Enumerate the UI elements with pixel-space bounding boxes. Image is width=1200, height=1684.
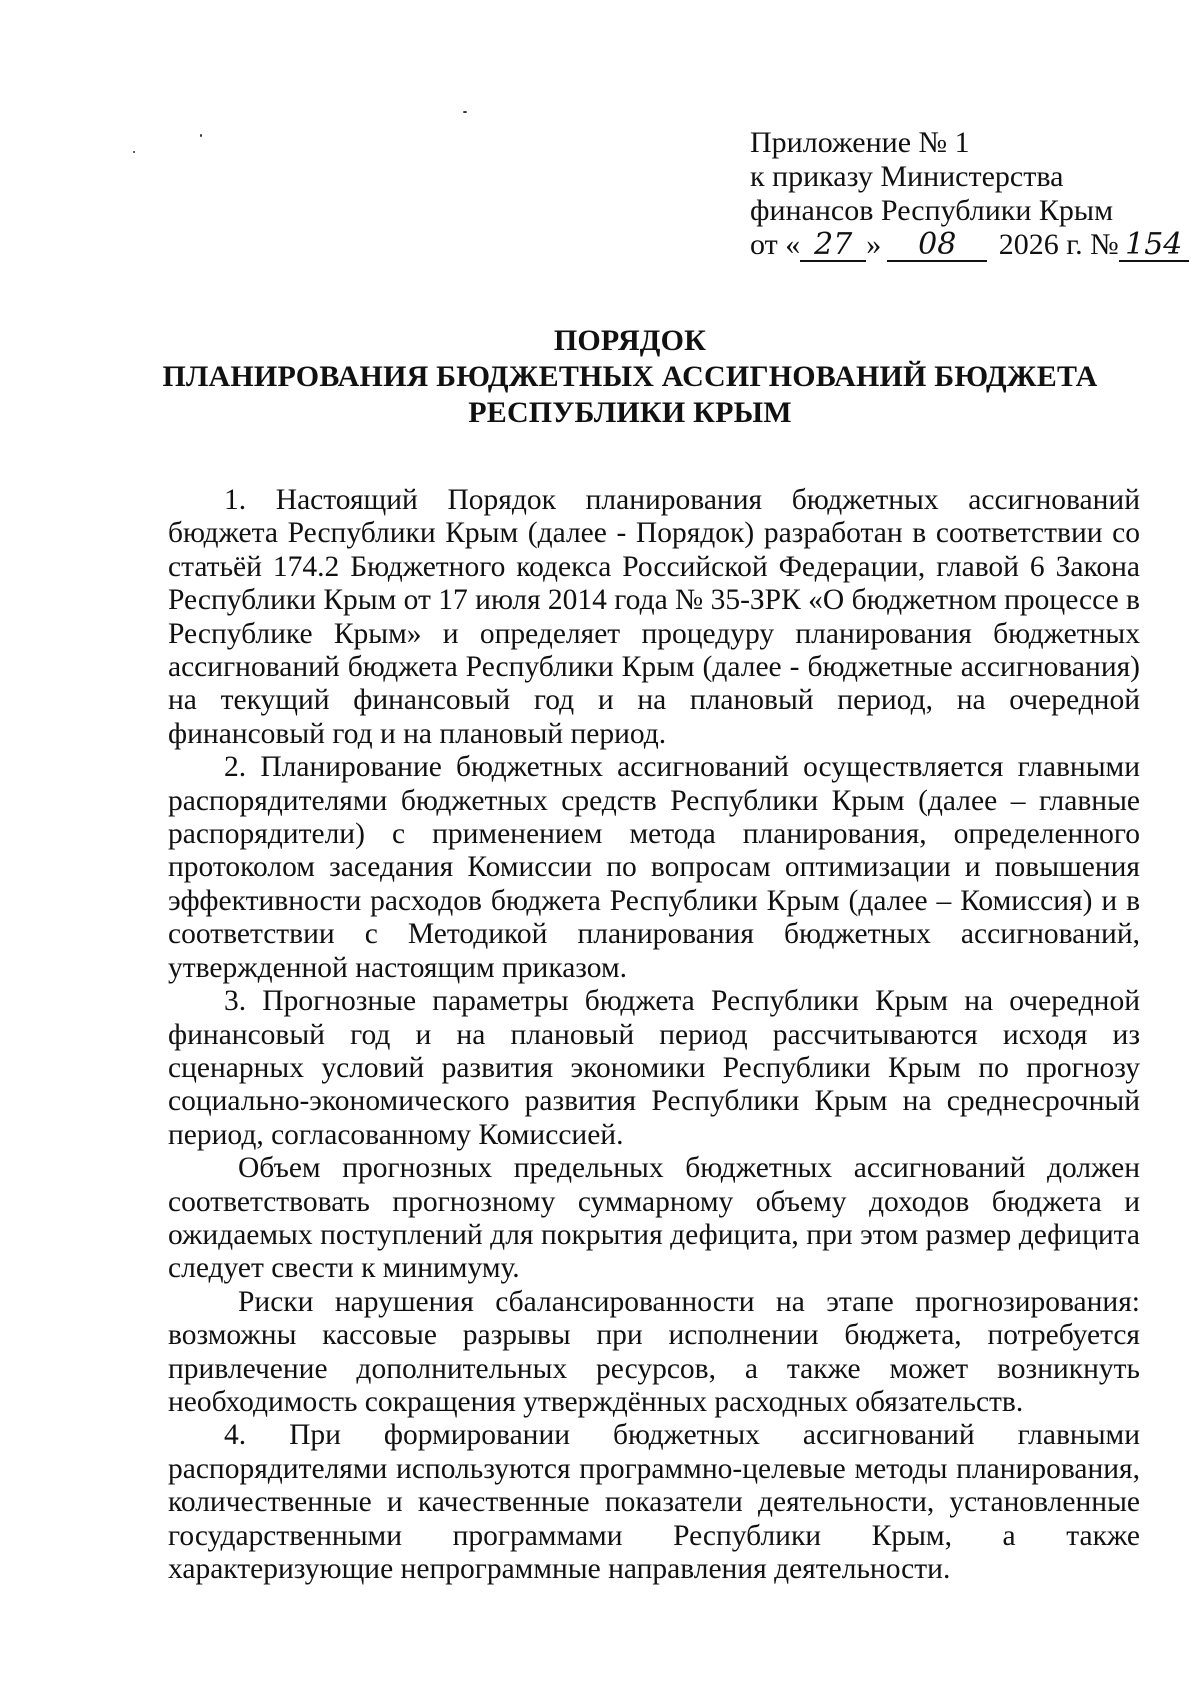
document-body: [168, 484, 1140, 1586]
paragraph-3-risks: Риски нарушения сбалансированности на этапе прогнозирования: возможны кассовые разрывы при исполнении бюджета, потребуется привлечение дополнительных ресурсов, а также может возникнуть необходимость сокращения утверждённых расходных обязательств.: [168, 1285, 1140, 1418]
title-line-2: ПЛАНИРОВАНИЯ БЮДЖЕТНЫХ АССИГНОВАНИЙ БЮДЖЕТА: [162, 360, 1098, 393]
scan-speck: [133, 151, 135, 153]
handwritten-day: 27: [800, 230, 866, 262]
paragraph-2: 2. Планирование бюджетных ассигнований осуществляется главными распорядителями бюджетных средств Республики Крым (далее – главные распорядители) с применением метода планирования, определенного протоколом заседания Комиссии по вопросам оптимизации и повышения эффективности расходов бюджета Республики Крым (далее – Комиссия) и в соответствии с Методикой планирования бюджетных ассигнований, утвержденной настоящим приказом.: [168, 751, 1140, 984]
paragraph-4: 4. При формировании бюджетных ассигнований главными распорядителями используются программно-целевые методы планирования, количественные и качественные показатели деятельности, установленные государственными программами Республики Крым, а также характеризующие непрограммные направления деятельности.: [168, 1419, 1140, 1585]
appendix-date-line: [750, 227, 1183, 262]
appendix-number: Приложение № 1: [750, 126, 970, 159]
date-mid: »: [866, 228, 882, 261]
appendix-ministry: финансов Республики Крым: [750, 194, 1114, 227]
handwritten-month: 08: [887, 230, 987, 262]
document-title: [150, 323, 1110, 431]
appendix-header: [750, 126, 1183, 262]
title-line-3: РЕСПУБЛИКИ КРЫМ: [468, 396, 792, 429]
title-line-1: ПОРЯДОК: [553, 324, 707, 357]
scan-speck: [463, 111, 467, 113]
appendix-order-ref: к приказу Министерства: [750, 160, 1064, 193]
paragraph-3-volume: Объем прогнозных предельных бюджетных ассигнований должен соответствовать прогнозному суммарному объему доходов бюджета и ожидаемых поступлений для покрытия дефицита, при этом размер дефицита следует свести к минимуму.: [168, 1152, 1140, 1285]
date-year: 2026 г. №: [998, 228, 1119, 261]
handwritten-order-number: 154: [1119, 230, 1189, 262]
paragraph-1: 1. Настоящий Порядок планирования бюджетных ассигнований бюджета Республики Крым (далее - Порядок) разработан в соответствии со статьёй 174.2 Бюджетного кодекса Российской Федерации, главой 6 Закона Республики Крым от 17 июля 2014 года № 35-ЗРК «О бюджетном процессе в Республике Крым» и определяет процедуру планирования бюджетных ассигнований бюджета Республики Крым (далее - бюджетные ассигнования) на текущий финансовый год и на плановый период, на очередной финансовый год и на плановый период.: [168, 484, 1140, 750]
date-prefix: от «: [750, 228, 801, 261]
scan-speck: [200, 134, 202, 137]
paragraph-3: 3. Прогнозные параметры бюджета Республики Крым на очередной финансовый год и на плановый период рассчитываются исходя из сценарных условий развития экономики Республики Крым по прогнозу социально-экономического развития Республики Крым на среднесрочный период, согласованному Комиссией.: [168, 985, 1140, 1151]
